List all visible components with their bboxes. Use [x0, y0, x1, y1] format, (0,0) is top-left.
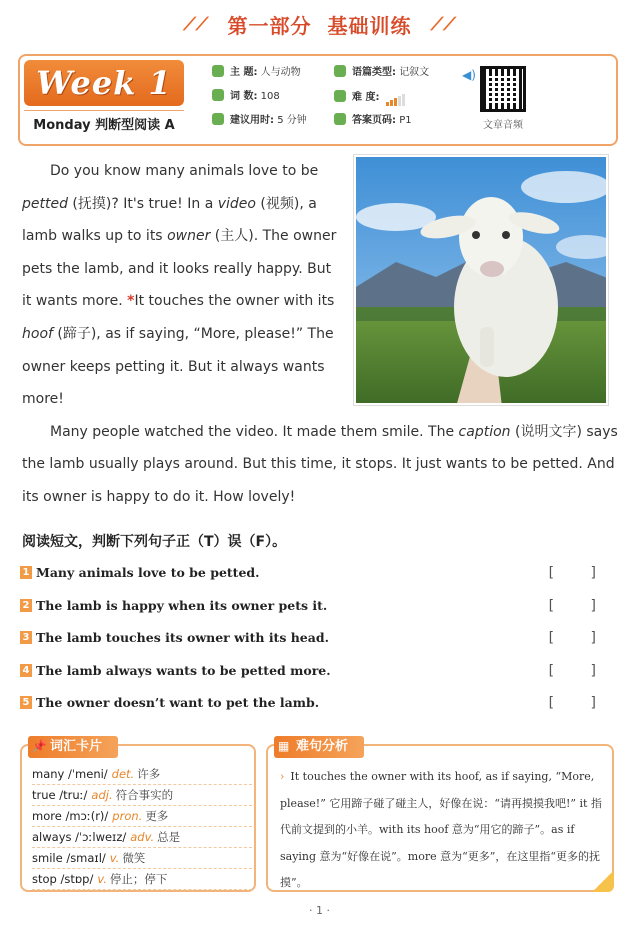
analysis-card: [266, 739, 614, 892]
difficulty-row: [334, 88, 406, 106]
p1-text-d: (主人). The owner pets the lamb, and it looks really happy. But it wants more.: [22, 228, 337, 310]
question-number: 1: [20, 566, 32, 579]
vocab-word: smile /smaɪl/: [32, 851, 106, 865]
question-text: Many animals love to be petted.: [36, 565, 260, 580]
vocab-pos: pron.: [112, 809, 143, 823]
difficulty-bar: [398, 96, 401, 106]
genre-value: 记叙文: [399, 67, 430, 78]
reading-passage: [22, 155, 620, 514]
vocab-card-tab: [28, 736, 118, 758]
vocab-pos: v.: [97, 872, 107, 886]
vocab-pos: adj.: [91, 788, 113, 802]
p1-text-b: (抚摸)? It's true! In a: [67, 195, 218, 212]
question-item: [20, 562, 620, 595]
lesson-info-box: [18, 54, 618, 146]
answer-icon: [334, 113, 346, 125]
week-badge: Week 1: [24, 60, 184, 106]
difficulty-label: 难 度:: [352, 92, 380, 103]
words-label: 词 数:: [230, 91, 258, 102]
keyword-hoof: hoof: [22, 325, 53, 342]
vocab-item: [32, 848, 252, 869]
vocab-word: always /ˈɔːlweɪz/: [32, 830, 127, 844]
question-number: 3: [20, 631, 32, 644]
vocab-meaning: 更多: [145, 809, 169, 823]
vocab-meaning: 停止；停下: [109, 872, 168, 886]
answer-bracket[interactable]: [ ]: [548, 565, 612, 581]
vocab-pos: v.: [109, 851, 120, 865]
time-row: [212, 112, 307, 130]
question-number: 5: [20, 696, 32, 709]
question-text: The owner doesn’t want to pet the lamb.: [36, 695, 320, 710]
words-icon: [212, 89, 224, 101]
part-header: [0, 10, 639, 39]
vocab-word: more /mɔː(r)/: [32, 809, 109, 823]
answer-bracket[interactable]: [ ]: [548, 630, 612, 646]
time-value: 5 分钟: [277, 115, 307, 126]
question-text: The lamb is happy when its owner pets it.: [36, 597, 328, 613]
topic-label: 主 题:: [230, 67, 258, 78]
vocab-pos: det.: [111, 767, 135, 781]
grid-icon: ▦: [278, 739, 290, 753]
vocab-word: stop /stɒp/: [32, 872, 94, 886]
question-item: [20, 627, 620, 660]
paragraph-1: [22, 155, 344, 416]
slash-deco-icon: ⟋⟋: [430, 14, 456, 35]
genre-label: 语篇类型:: [352, 67, 396, 78]
keyword-owner: owner: [167, 228, 211, 245]
vocab-word: many /ˈmeni/: [32, 767, 108, 781]
answer-label: 答案页码:: [352, 115, 396, 126]
question-text: The lamb touches its owner with its head.: [36, 630, 329, 645]
words-row: [212, 88, 280, 106]
topic-icon: [212, 65, 224, 77]
section-title: [220, 10, 420, 39]
answer-row: [334, 112, 412, 130]
vocab-meaning: 许多: [137, 767, 161, 781]
vocab-meaning: 符合事实的: [115, 788, 174, 802]
vocab-item: [32, 806, 252, 827]
qr-code-icon[interactable]: [480, 66, 526, 112]
difficulty-bar: [394, 98, 397, 106]
paragraph-2: [22, 416, 620, 514]
analysis-card-tab: [274, 736, 364, 758]
difficult-sentence-star-icon: *: [127, 293, 135, 310]
answer-value: P1: [399, 115, 412, 126]
question-item: [20, 692, 620, 725]
difficulty-bars: [386, 88, 406, 106]
page-number: · 1 ·: [309, 904, 330, 917]
exercise-instructions: 阅读短文，判断下列句子正（T）误（F）。: [22, 534, 287, 550]
difficulty-icon: [334, 90, 346, 102]
p1-text-c: (视频), a lamb walks up to its: [22, 195, 317, 245]
analysis-body: It touches the owner with its hoof, as if saying, “More, please!” 它用蹄子碰了碰主人，好像在说：“请再摸摸我吧!” it 指代前文提到的小羊。with its hoof 意为“用它的蹄子”。as if saying 意为“好像在说”。more 意为“更多”，在这里指“更多的抚摸”。: [280, 770, 602, 889]
slash-deco-icon: ⟋⟋: [183, 14, 209, 35]
time-label: 建议用时:: [230, 115, 274, 126]
question-item: [20, 595, 620, 628]
topic-value: 人与动物: [260, 67, 301, 78]
topic-row: [212, 64, 301, 82]
section-subtitle: 基础训练: [327, 14, 412, 38]
vocab-item: [32, 764, 252, 785]
corner-decoration: [592, 870, 614, 892]
answer-bracket[interactable]: [ ]: [548, 662, 612, 679]
pushpin-icon: 📌: [32, 739, 47, 753]
p2-text-b: (说明文字) says the lamb usually plays around. But this time, it stops. It just wants to be petted. And its owner is happy to do it. How lovely!: [22, 423, 618, 505]
vocab-meaning: 微笑: [122, 851, 146, 865]
clock-icon: [212, 113, 224, 125]
difficulty-bar: [390, 100, 393, 106]
genre-icon: [334, 65, 346, 77]
p1-text-a: Do you know many animals love to be: [50, 163, 319, 179]
question-item: [20, 660, 620, 693]
day-label: Monday 判断型阅读 A: [24, 110, 184, 140]
vocab-item: [32, 785, 252, 806]
p2-text-a: Many people watched the video. It made them smile. The: [50, 423, 459, 440]
question-number: 2: [20, 599, 32, 612]
question-number: 4: [20, 664, 32, 677]
analysis-card-title: 难句分析: [296, 739, 349, 754]
difficulty-bar: [402, 94, 405, 106]
p1-text-f: (蹄子), as if saying, “More, please!” The owner keeps petting it. But it always wants more!: [22, 325, 334, 408]
difficulty-bar: [386, 102, 389, 106]
speaker-icon[interactable]: ◀): [462, 68, 476, 82]
vocab-list: [32, 764, 252, 890]
vocab-item: [32, 869, 252, 890]
analysis-text: [280, 764, 608, 897]
genre-row: [334, 64, 429, 82]
question-text: The lamb always wants to be petted more.: [36, 662, 331, 678]
vocab-meaning: 总是: [157, 830, 181, 844]
keyword-caption: caption: [458, 423, 511, 440]
vocab-item: [32, 827, 252, 848]
vocab-card-title: 词汇卡片: [50, 739, 103, 754]
words-value: 108: [260, 91, 280, 102]
answer-bracket[interactable]: [ ]: [548, 695, 612, 711]
week-block: [20, 56, 188, 144]
bullet-icon: ›: [280, 770, 285, 783]
question-list: [20, 562, 620, 725]
section-number: 第一部分: [227, 14, 312, 38]
audio-label: 文章音频: [483, 120, 523, 131]
vocab-card: [20, 739, 256, 892]
vocab-word: true /truː/: [32, 788, 88, 802]
answer-bracket[interactable]: [ ]: [548, 597, 612, 614]
keyword-petted: petted: [22, 195, 68, 212]
vocab-pos: adv.: [130, 830, 155, 844]
p1-text-e: It touches the owner with its: [134, 293, 335, 310]
keyword-video: video: [217, 195, 256, 212]
